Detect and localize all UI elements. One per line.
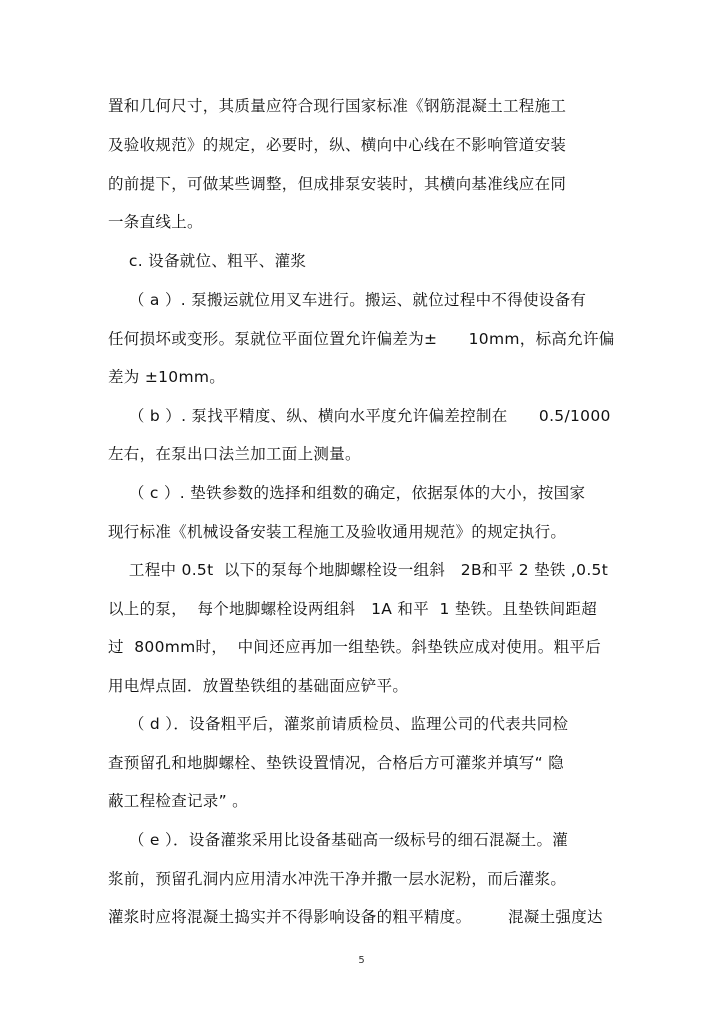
page-number: 5 xyxy=(358,955,365,966)
text-line: （ a ）. 泵搬运就位用叉车进行。搬运、就位过程中不得使设备有 xyxy=(108,291,587,309)
text-line: （ e ）．设备灌浆采用比设备基础高一级标号的细石混凝土。灌 xyxy=(108,831,569,849)
text-line: 差为 ±10mm。 xyxy=(108,368,226,386)
text-line: 左右，在泵出口法兰加工面上测量。 xyxy=(108,445,361,463)
text-line: 及验收规范》的规定，必要时，纵、横向中心线在不影响管道安装 xyxy=(108,136,567,154)
text-line: 过 800mm时， 中间还应再加一组垫铁。斜垫铁应成对使用。粗平后 xyxy=(108,638,601,656)
text-line: （ d ）．设备粗平后，灌浆前请质检员、监理公司的代表共同检 xyxy=(108,715,569,733)
text-line: 灌浆时应将混凝土捣实并不得影响设备的粗平精度。 混凝土强度达 xyxy=(108,908,603,926)
text-line: （ b ）. 泵找平精度、纵、横向水平度允许偏差控制在 0.5/1000 xyxy=(108,407,611,425)
text-line: 浆前，预留孔洞内应用清水冲洗干净并撒一层水泥粉，而后灌浆。 xyxy=(108,870,567,888)
text-line: 用电焊点固．放置垫铁组的基础面应铲平。 xyxy=(108,677,409,695)
text-line: 以上的泵， 每个地脚螺栓设两组斜 1A 和平 1 垫铁。且垫铁间距超 xyxy=(108,600,598,618)
text-line: 蔽工程检查记录” 。 xyxy=(108,792,248,810)
section-heading: c. 设备就位、粗平、灌浆 xyxy=(108,252,307,270)
text-line: 的前提下，可做某些调整，但成排泵安装时，其横向基准线应在同 xyxy=(108,175,567,193)
text-line: 置和几何尺寸，其质量应符合现行国家标准《钢筋混凝土工程施工 xyxy=(108,97,567,115)
text-line: 任何损坏或变形。泵就位平面位置允许偏差为± 10mm，标高允许偏 xyxy=(108,330,615,348)
text-line: 工程中 0.5t 以下的泵每个地脚螺栓设一组斜 2B和平 2 垫铁 ,0.5t xyxy=(108,561,609,579)
text-line: （ c ）. 垫铁参数的选择和组数的确定，依据泵体的大小，按国家 xyxy=(108,484,586,502)
text-line: 一条直线上。 xyxy=(108,213,203,231)
text-line: 现行标准《机械设备安装工程施工及验收通用规范》的规定执行。 xyxy=(108,523,567,541)
text-line: 查预留孔和地脚螺栓、垫铁设置情况，合格后方可灌浆并填写“ 隐 xyxy=(108,754,564,772)
